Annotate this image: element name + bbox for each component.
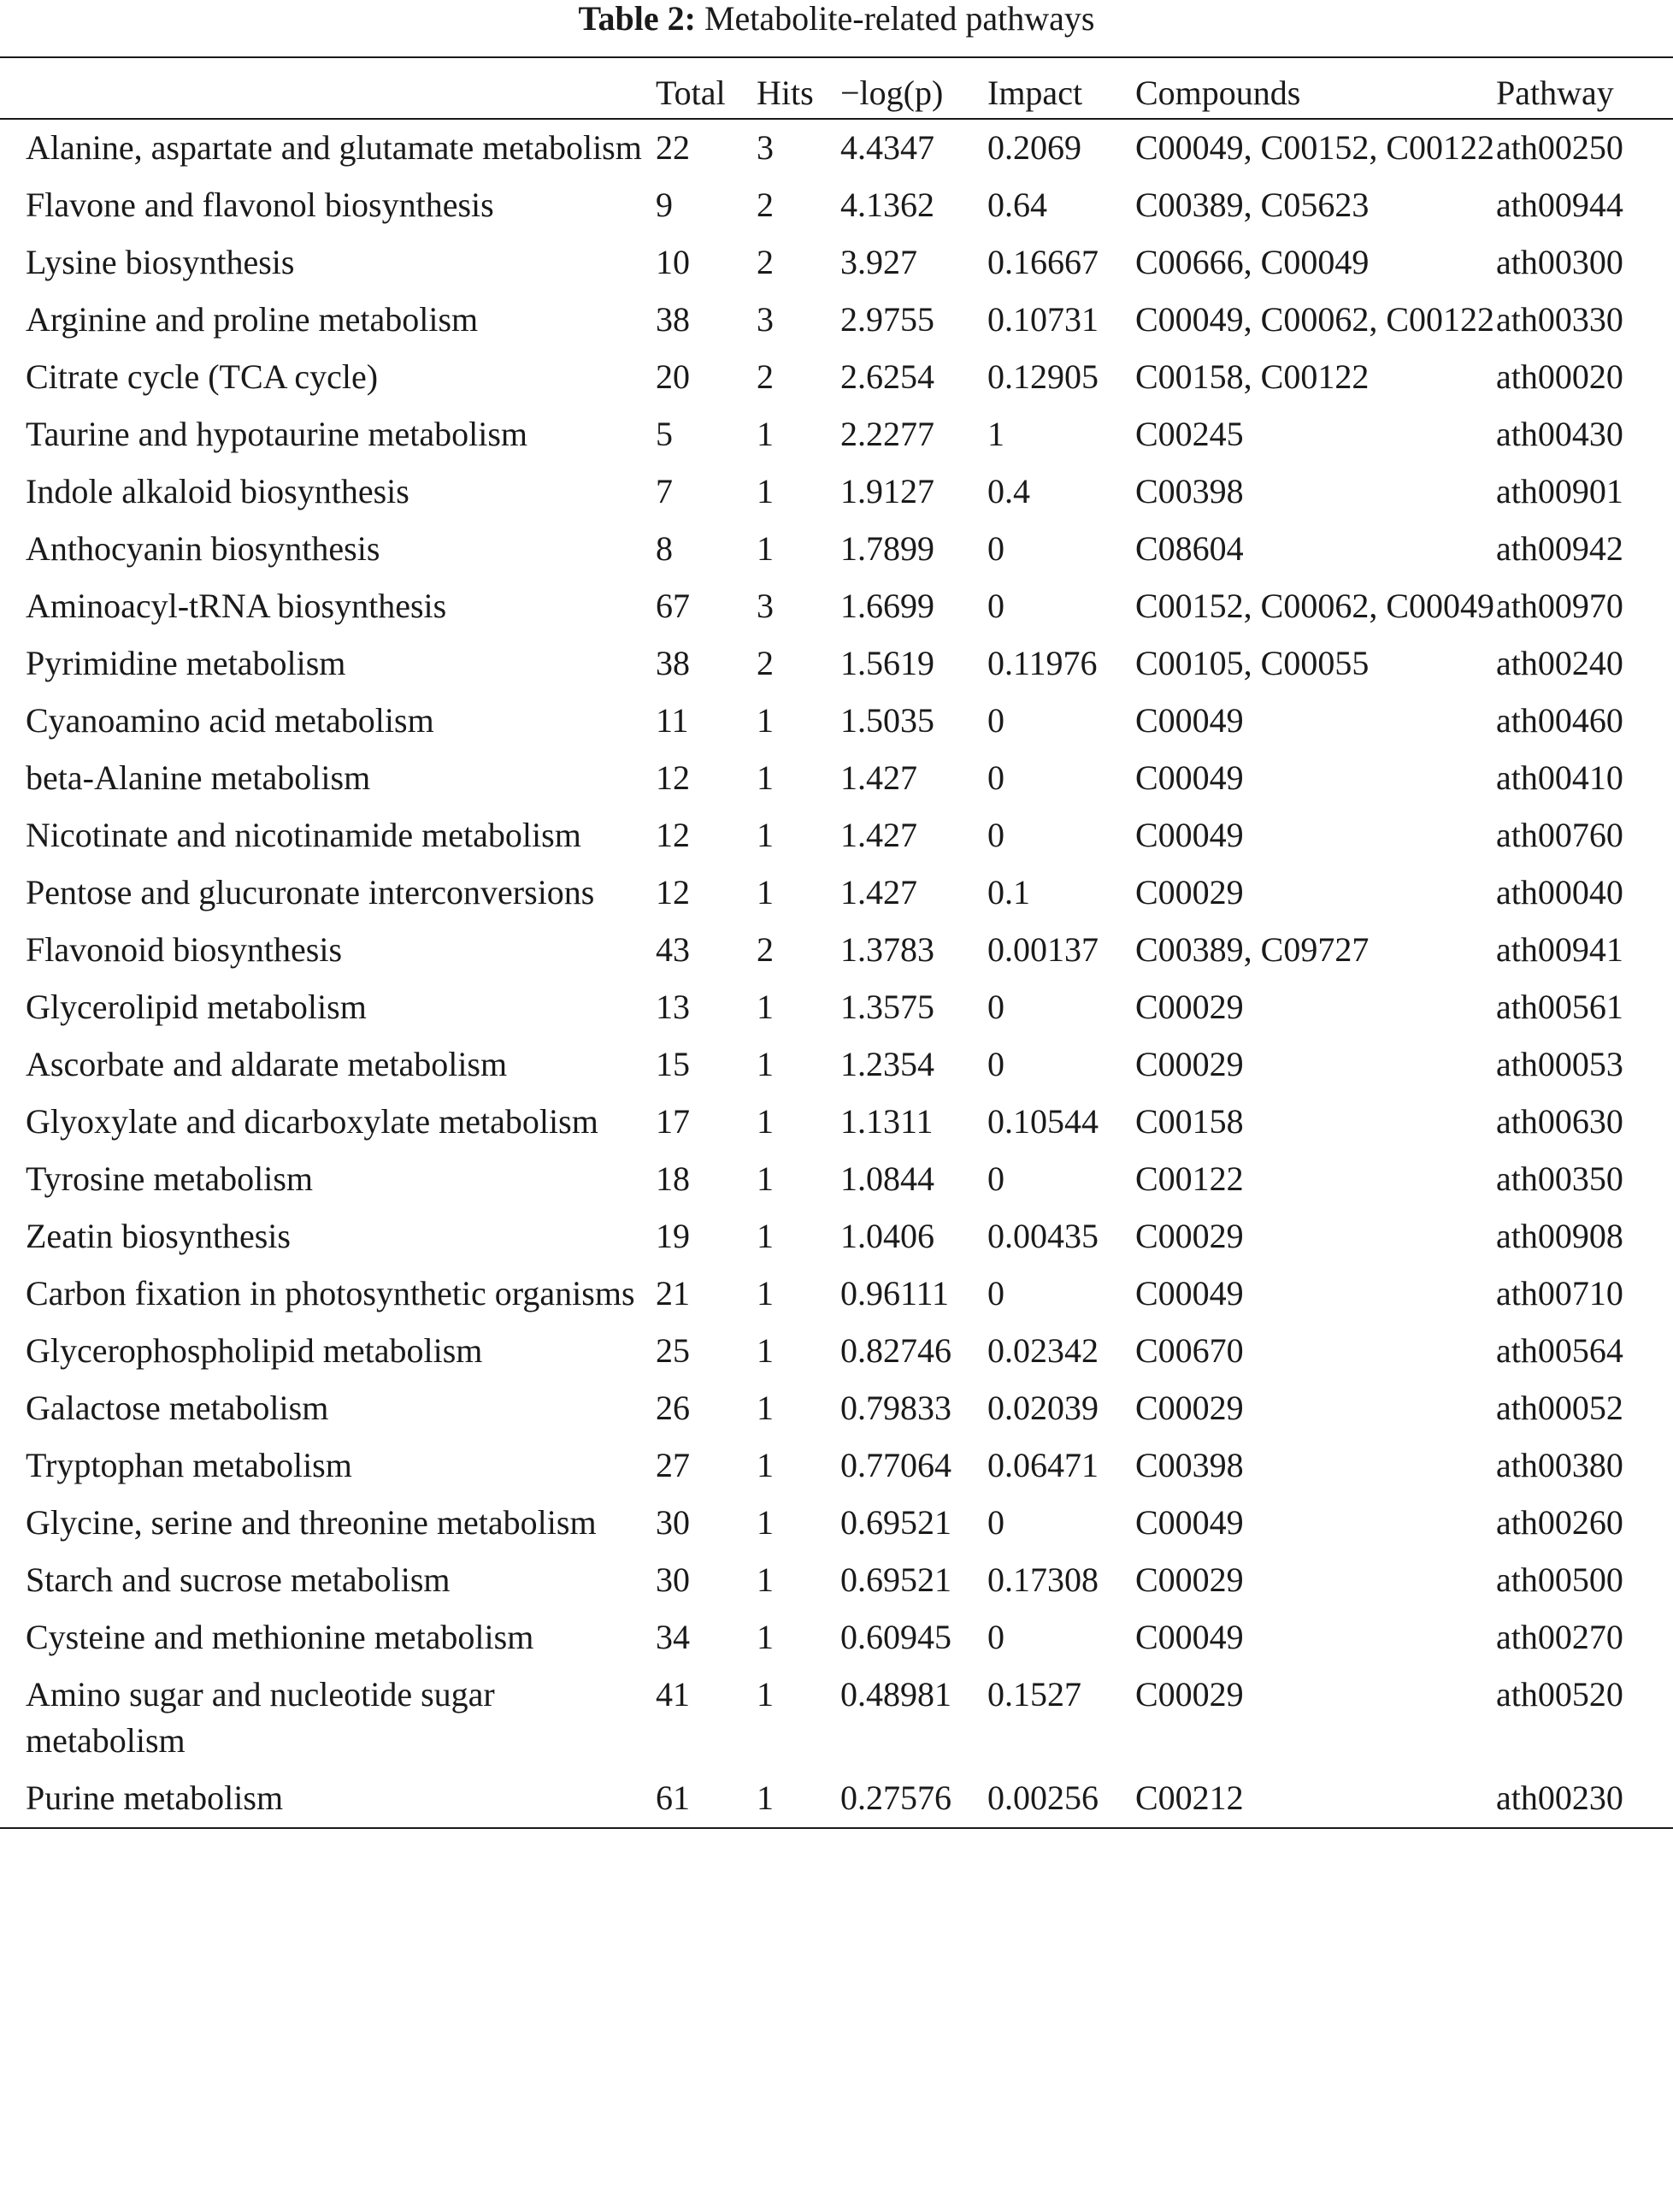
table-row (0, 292, 1673, 349)
table-body (0, 119, 1673, 1828)
cell-pathway: ath00710 (1496, 1274, 1623, 1312)
cell-compounds: C00029 (1135, 873, 1244, 911)
cell-logp: 1.427 (840, 816, 917, 854)
cell-logp: 2.9755 (840, 300, 934, 339)
cell-name: Flavonoid biosynthesis (26, 930, 343, 969)
cell-name: Glycerophospholipid metabolism (26, 1331, 483, 1370)
cell-name: Cyanoamino acid metabolism (26, 701, 434, 740)
cell-hits: 1 (757, 1102, 774, 1141)
cell-logp: 1.0406 (840, 1217, 934, 1255)
cell-compounds: C00666, C00049 (1135, 243, 1370, 281)
cell-logp: 1.1311 (840, 1102, 934, 1141)
table-container (0, 56, 1673, 1829)
cell-name: Lysine biosynthesis (26, 243, 295, 281)
table-row (0, 1495, 1673, 1552)
cell-total: 11 (656, 701, 689, 740)
cell-name: Ascorbate and aldarate metabolism (26, 1045, 508, 1083)
cell-hits: 1 (757, 1560, 774, 1599)
cell-logp: 1.427 (840, 873, 917, 911)
cell-total: 9 (656, 186, 673, 224)
table-row (0, 349, 1673, 406)
cell-pathway: ath00270 (1496, 1618, 1623, 1656)
cell-compounds: C00029 (1135, 1389, 1244, 1427)
cell-name: Aminoacyl-tRNA biosynthesis (26, 587, 447, 625)
cell-pathway: ath00500 (1496, 1560, 1623, 1599)
header-impact: Impact (987, 74, 1083, 112)
cell-pathway: ath00300 (1496, 243, 1623, 281)
cell-pathway: ath00760 (1496, 816, 1623, 854)
cell-impact: 0.1527 (987, 1675, 1081, 1714)
table-row (0, 1609, 1673, 1666)
table-row (0, 693, 1673, 750)
cell-impact: 0.00256 (987, 1778, 1099, 1817)
cell-impact: 0.00435 (987, 1217, 1099, 1255)
table-row (0, 177, 1673, 234)
cell-compounds: C00398 (1135, 472, 1244, 510)
cell-total: 19 (656, 1217, 690, 1255)
cell-name: Glycine, serine and threonine metabolism (26, 1503, 597, 1542)
cell-pathway: ath00630 (1496, 1102, 1623, 1141)
cell-pathway: ath00564 (1496, 1331, 1623, 1370)
cell-impact: 0 (987, 1045, 1004, 1083)
cell-compounds: C00049 (1135, 701, 1244, 740)
table-row (0, 807, 1673, 864)
cell-total: 20 (656, 357, 690, 396)
cell-pathway: ath00053 (1496, 1045, 1623, 1083)
cell-compounds: C00049, C00152, C00122 (1135, 128, 1495, 167)
cell-compounds: C00049 (1135, 1503, 1244, 1542)
cell-pathway: ath00460 (1496, 701, 1623, 740)
table-caption (0, 0, 1673, 38)
cell-hits: 1 (757, 873, 774, 911)
cell-hits: 1 (757, 1503, 774, 1542)
cell-pathway: ath00944 (1496, 186, 1623, 224)
cell-impact: 0.11976 (987, 644, 1098, 682)
cell-compounds: C00049 (1135, 758, 1244, 797)
cell-compounds: C00158 (1135, 1102, 1244, 1141)
cell-total: 27 (656, 1446, 690, 1484)
cell-compounds: C00049, C00062, C00122 (1135, 300, 1495, 339)
cell-name: Glyoxylate and dicarboxylate metabolism (26, 1102, 598, 1141)
cell-pathway: ath00901 (1496, 472, 1623, 510)
cell-hits: 1 (757, 701, 774, 740)
cell-pathway: ath00941 (1496, 930, 1623, 969)
cell-total: 18 (656, 1159, 690, 1198)
cell-pathway: ath00970 (1496, 587, 1623, 625)
cell-total: 38 (656, 644, 690, 682)
cell-impact: 0.2069 (987, 128, 1081, 167)
cell-impact: 0.02039 (987, 1389, 1099, 1427)
cell-name: Taurine and hypotaurine metabolism (26, 415, 528, 453)
table-row (0, 922, 1673, 979)
cell-total: 5 (656, 415, 673, 453)
cell-hits: 1 (757, 1045, 774, 1083)
table-row (0, 1151, 1673, 1208)
cell-impact: 0.4 (987, 472, 1030, 510)
table-header (0, 57, 1673, 119)
table-row (0, 406, 1673, 463)
cell-impact: 0 (987, 988, 1004, 1026)
cell-logp: 0.82746 (840, 1331, 951, 1370)
table-row (0, 1770, 1673, 1828)
cell-logp: 1.2354 (840, 1045, 934, 1083)
cell-total: 22 (656, 128, 690, 167)
cell-logp: 1.3783 (840, 930, 934, 969)
cell-logp: 0.69521 (840, 1503, 951, 1542)
table-row (0, 1036, 1673, 1094)
cell-hits: 3 (757, 587, 774, 625)
cell-hits: 1 (757, 988, 774, 1026)
cell-name: Glycerolipid metabolism (26, 988, 367, 1026)
cell-compounds: C00152, C00062, C00049 (1135, 587, 1495, 625)
cell-total: 25 (656, 1331, 690, 1370)
table-row (0, 635, 1673, 693)
cell-total: 8 (656, 529, 673, 568)
cell-name: Purine metabolism (26, 1778, 284, 1817)
cell-compounds: C00389, C05623 (1135, 186, 1370, 224)
cell-hits: 1 (757, 1331, 774, 1370)
table-row (0, 1323, 1673, 1380)
cell-total: 26 (656, 1389, 690, 1427)
cell-pathway: ath00380 (1496, 1446, 1623, 1484)
cell-total: 12 (656, 816, 690, 854)
cell-impact: 0.10544 (987, 1102, 1099, 1141)
cell-name: Indole alkaloid biosynthesis (26, 472, 409, 510)
cell-hits: 1 (757, 1618, 774, 1656)
cell-impact: 0.02342 (987, 1331, 1099, 1370)
cell-logp: 0.60945 (840, 1618, 951, 1656)
cell-pathway: ath00020 (1496, 357, 1623, 396)
cell-total: 13 (656, 988, 690, 1026)
cell-name: Pentose and glucuronate interconversions (26, 873, 595, 911)
table-row (0, 1094, 1673, 1151)
cell-total: 61 (656, 1778, 690, 1817)
cell-logp: 1.9127 (840, 472, 934, 510)
cell-impact: 0.12905 (987, 357, 1099, 396)
table-row (0, 521, 1673, 578)
cell-logp: 4.1362 (840, 186, 934, 224)
table-row (0, 750, 1673, 807)
cell-name: Cysteine and methionine metabolism (26, 1618, 534, 1656)
cell-name: Carbon fixation in photosynthetic organisms (26, 1274, 635, 1312)
cell-logp: 2.6254 (840, 357, 934, 396)
cell-total: 21 (656, 1274, 690, 1312)
cell-total: 15 (656, 1045, 690, 1083)
cell-name: Amino sugar and nucleotide sugar metabolism (26, 1675, 495, 1760)
cell-hits: 3 (757, 128, 774, 167)
cell-compounds: C00212 (1135, 1778, 1244, 1817)
header-logp: −log(p) (840, 74, 944, 112)
cell-logp: 1.427 (840, 758, 917, 797)
cell-impact: 0.00137 (987, 930, 1099, 969)
cell-compounds: C00122 (1135, 1159, 1244, 1198)
table-row (0, 979, 1673, 1036)
cell-compounds: C00158, C00122 (1135, 357, 1370, 396)
table-row (0, 463, 1673, 521)
cell-impact: 0 (987, 1274, 1004, 1312)
cell-logp: 0.27576 (840, 1778, 951, 1817)
cell-logp: 0.69521 (840, 1560, 951, 1599)
cell-pathway: ath00330 (1496, 300, 1623, 339)
table-row (0, 234, 1673, 292)
cell-logp: 3.927 (840, 243, 917, 281)
cell-total: 67 (656, 587, 690, 625)
cell-total: 10 (656, 243, 690, 281)
pathways-table (0, 56, 1673, 1829)
cell-total: 34 (656, 1618, 690, 1656)
table-row (0, 578, 1673, 635)
cell-logp: 1.0844 (840, 1159, 934, 1198)
cell-hits: 3 (757, 300, 774, 339)
table-row (0, 864, 1673, 922)
cell-compounds: C00670 (1135, 1331, 1244, 1370)
cell-name: beta-Alanine metabolism (26, 758, 371, 797)
cell-pathway: ath00561 (1496, 988, 1623, 1026)
cell-pathway: ath00052 (1496, 1389, 1623, 1427)
cell-impact: 0 (987, 1503, 1004, 1542)
cell-impact: 0 (987, 1618, 1004, 1656)
cell-impact: 0 (987, 758, 1004, 797)
cell-name: Flavone and flavonol biosynthesis (26, 186, 494, 224)
cell-impact: 0.1 (987, 873, 1030, 911)
cell-hits: 1 (757, 758, 774, 797)
cell-impact: 0 (987, 587, 1004, 625)
header-row (0, 57, 1673, 119)
cell-compounds: C00029 (1135, 988, 1244, 1026)
cell-name: Arginine and proline metabolism (26, 300, 479, 339)
cell-impact: 0 (987, 816, 1004, 854)
cell-total: 41 (656, 1675, 690, 1714)
cell-pathway: ath00410 (1496, 758, 1623, 797)
table-row (0, 1666, 1673, 1770)
cell-hits: 1 (757, 415, 774, 453)
cell-pathway: ath00908 (1496, 1217, 1623, 1255)
cell-logp: 0.79833 (840, 1389, 951, 1427)
cell-name: Tyrosine metabolism (26, 1159, 314, 1198)
cell-pathway: ath00040 (1496, 873, 1623, 911)
table-row (0, 1552, 1673, 1609)
cell-name: Alanine, aspartate and glutamate metabolism (26, 128, 642, 167)
cell-hits: 1 (757, 816, 774, 854)
cell-impact: 0 (987, 529, 1004, 568)
cell-hits: 1 (757, 1217, 774, 1255)
cell-total: 43 (656, 930, 690, 969)
cell-impact: 1 (987, 415, 1004, 453)
table-row (0, 1265, 1673, 1323)
cell-hits: 2 (757, 243, 774, 281)
cell-total: 12 (656, 873, 690, 911)
cell-compounds: C00029 (1135, 1560, 1244, 1599)
cell-compounds: C00049 (1135, 1274, 1244, 1312)
cell-total: 17 (656, 1102, 690, 1141)
cell-name: Starch and sucrose metabolism (26, 1560, 451, 1599)
cell-hits: 2 (757, 644, 774, 682)
cell-logp: 4.4347 (840, 128, 934, 167)
cell-impact: 0.64 (987, 186, 1047, 224)
header-compounds: Compounds (1135, 74, 1301, 112)
cell-pathway: ath00942 (1496, 529, 1623, 568)
cell-total: 30 (656, 1560, 690, 1599)
cell-name: Zeatin biosynthesis (26, 1217, 291, 1255)
header-hits: Hits (757, 74, 814, 112)
cell-logp: 1.5619 (840, 644, 934, 682)
cell-hits: 2 (757, 186, 774, 224)
cell-pathway: ath00430 (1496, 415, 1623, 453)
cell-hits: 1 (757, 1159, 774, 1198)
cell-hits: 2 (757, 357, 774, 396)
cell-pathway: ath00250 (1496, 128, 1623, 167)
cell-compounds: C00245 (1135, 415, 1244, 453)
table-row (0, 1208, 1673, 1265)
cell-impact: 0.10731 (987, 300, 1099, 339)
cell-compounds: C00105, C00055 (1135, 644, 1370, 682)
cell-name: Tryptophan metabolism (26, 1446, 352, 1484)
cell-logp: 1.6699 (840, 587, 934, 625)
caption-title: Metabolite-related pathways (704, 0, 1095, 38)
cell-pathway: ath00230 (1496, 1778, 1623, 1817)
cell-total: 38 (656, 300, 690, 339)
cell-logp: 1.3575 (840, 988, 934, 1026)
cell-name: Pyrimidine metabolism (26, 644, 346, 682)
table-row (0, 119, 1673, 177)
table-row (0, 1380, 1673, 1437)
cell-compounds: C00049 (1135, 816, 1244, 854)
cell-hits: 1 (757, 1446, 774, 1484)
header-pathway: Pathway (1496, 74, 1614, 112)
cell-pathway: ath00240 (1496, 644, 1623, 682)
cell-logp: 2.2277 (840, 415, 934, 453)
cell-pathway: ath00520 (1496, 1675, 1623, 1714)
cell-name: Citrate cycle (TCA cycle) (26, 357, 379, 396)
cell-total: 30 (656, 1503, 690, 1542)
cell-total: 12 (656, 758, 690, 797)
cell-logp: 1.7899 (840, 529, 934, 568)
cell-hits: 1 (757, 529, 774, 568)
cell-impact: 0.17308 (987, 1560, 1099, 1599)
cell-logp: 0.96111 (840, 1274, 950, 1312)
cell-compounds: C08604 (1135, 529, 1244, 568)
cell-logp: 0.77064 (840, 1446, 951, 1484)
cell-hits: 1 (757, 1274, 774, 1312)
cell-hits: 1 (757, 472, 774, 510)
cell-name: Anthocyanin biosynthesis (26, 529, 380, 568)
cell-pathway: ath00260 (1496, 1503, 1623, 1542)
cell-compounds: C00389, C09727 (1135, 930, 1370, 969)
caption-label: Table 2: (578, 0, 696, 38)
cell-compounds: C00029 (1135, 1217, 1244, 1255)
cell-hits: 1 (757, 1778, 774, 1817)
header-total: Total (656, 74, 726, 112)
cell-compounds: C00029 (1135, 1675, 1244, 1714)
cell-compounds: C00049 (1135, 1618, 1244, 1656)
cell-name: Nicotinate and nicotinamide metabolism (26, 816, 581, 854)
cell-name: Galactose metabolism (26, 1389, 329, 1427)
header-name (0, 57, 656, 119)
cell-compounds: C00029 (1135, 1045, 1244, 1083)
cell-impact: 0.16667 (987, 243, 1099, 281)
cell-pathway: ath00350 (1496, 1159, 1623, 1198)
cell-impact: 0.06471 (987, 1446, 1099, 1484)
cell-hits: 2 (757, 930, 774, 969)
cell-logp: 1.5035 (840, 701, 934, 740)
cell-hits: 1 (757, 1675, 774, 1714)
cell-impact: 0 (987, 1159, 1004, 1198)
table-row (0, 1437, 1673, 1495)
cell-hits: 1 (757, 1389, 774, 1427)
cell-logp: 0.48981 (840, 1675, 951, 1714)
cell-total: 7 (656, 472, 673, 510)
cell-compounds: C00398 (1135, 1446, 1244, 1484)
cell-impact: 0 (987, 701, 1004, 740)
